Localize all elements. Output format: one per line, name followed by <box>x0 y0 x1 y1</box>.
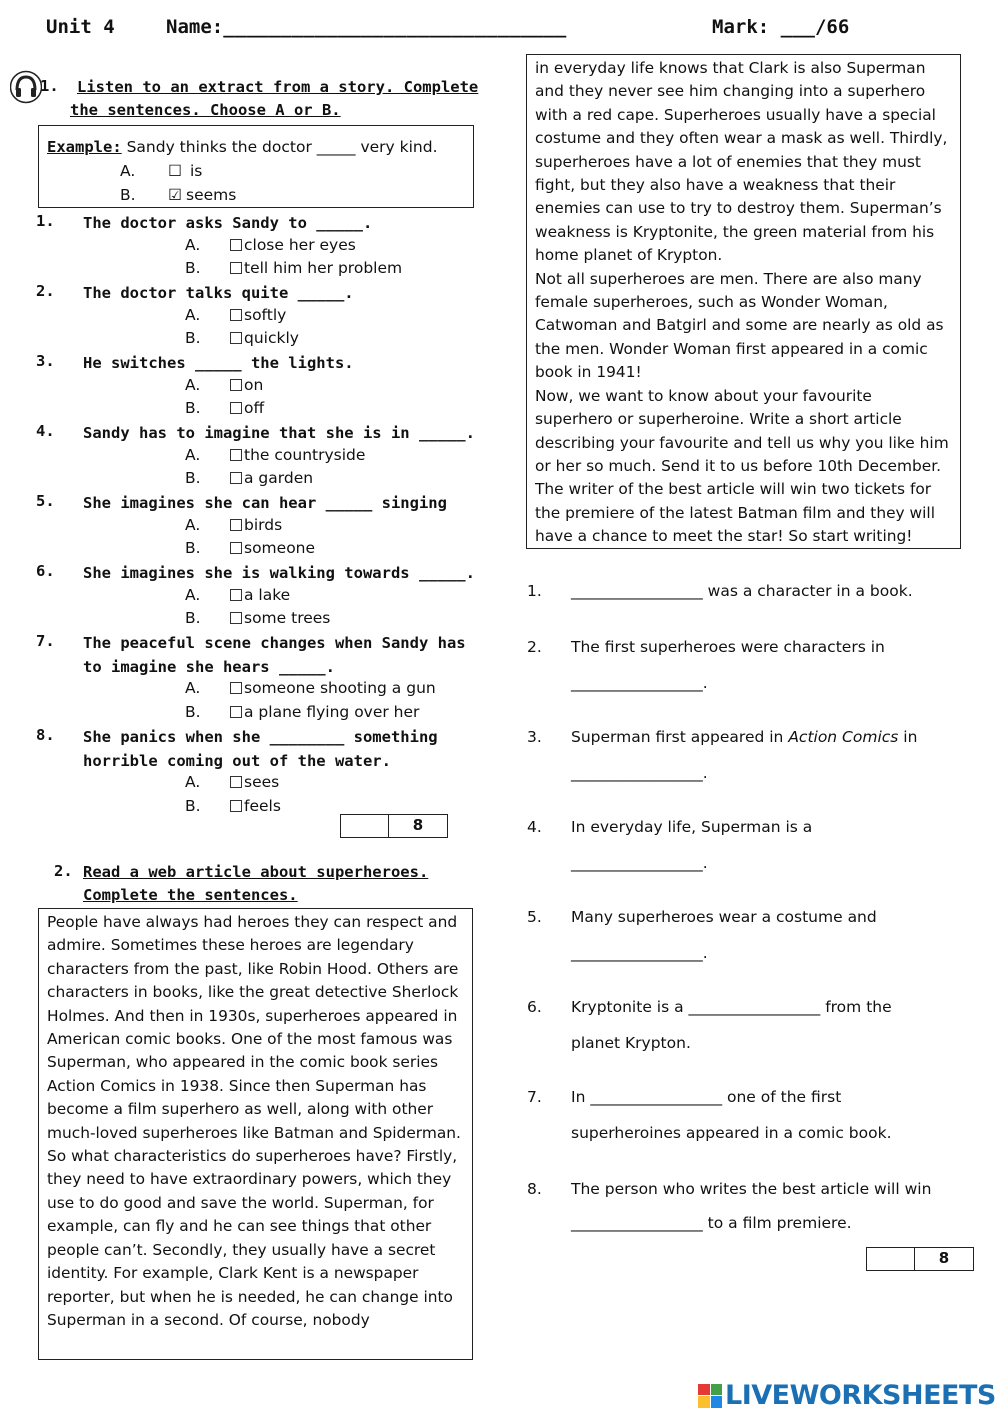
option-letter: B. <box>185 469 201 487</box>
option-letter: B. <box>185 609 201 627</box>
example-text: Sandy thinks the doctor _____ very kind. <box>121 138 438 156</box>
example-checkbox-a-icon: ☐ <box>168 162 182 180</box>
section2-instruction-2: Complete the sentences. <box>83 886 298 904</box>
option-letter: A. <box>185 515 201 534</box>
option-text: sees <box>244 773 280 791</box>
option-letter: A. <box>185 773 201 791</box>
option-letter: A. <box>185 445 201 464</box>
article-paragraph: Not all superheroes are men. There are also many female superheroes, such as Wonder Woman, Catwoman and Batgirl and some are nearly as old as the men. Wonder Woman first appeared in a comic book in 1941! <box>535 269 944 382</box>
reading-q5-answer[interactable]: _________________. <box>571 944 708 962</box>
reading-q1-number: 1. <box>527 582 542 600</box>
question-number: 1. <box>36 212 55 230</box>
option-text: the countryside <box>244 445 366 464</box>
checkbox-icon[interactable] <box>230 589 242 601</box>
option-text: a plane flying over her <box>244 702 420 721</box>
answer-option-a[interactable] <box>230 446 365 464</box>
reading-q3-answer[interactable]: _________________. <box>571 764 708 782</box>
option-text: birds <box>244 515 283 534</box>
option-letter: A. <box>185 585 201 604</box>
option-text: tell him her problem <box>244 259 403 277</box>
score-box-2 <box>866 1247 974 1271</box>
example-box <box>38 125 474 208</box>
option-text: a lake <box>244 585 291 604</box>
section2-number: 2. <box>54 862 73 880</box>
question-number: 5. <box>36 492 55 510</box>
checkbox-icon[interactable] <box>230 309 242 321</box>
question-text: Sandy has to imagine that she is in _____. <box>83 424 475 442</box>
checkbox-icon[interactable] <box>230 239 242 251</box>
reading-q1-text[interactable]: _________________ was a character in a book. <box>571 582 913 600</box>
answer-option-a[interactable] <box>230 376 263 394</box>
article-part-1 <box>38 908 473 1360</box>
checkbox-icon[interactable] <box>230 519 242 531</box>
reading-q6-text[interactable]: Kryptonite is a _________________ from the <box>571 998 892 1016</box>
answer-option-a[interactable] <box>230 679 436 697</box>
question-text: The doctor asks Sandy to _____. <box>83 214 373 232</box>
question-number: 8. <box>36 726 55 744</box>
reading-q2-text: The first superheroes were characters in <box>571 638 885 656</box>
question-text: He switches _____ the lights. <box>83 354 354 372</box>
example-option-a: A. ☐ is <box>120 162 203 180</box>
reading-q2-number: 2. <box>527 638 542 656</box>
option-letter: B. <box>185 539 201 557</box>
section1-instruction-2: the sentences. Choose A or B. <box>70 101 341 119</box>
answer-option-b[interactable] <box>230 797 281 815</box>
example-checkbox-b-icon: ☑ <box>168 186 182 204</box>
score-value-2: 8 <box>938 1249 950 1267</box>
checkbox-icon[interactable] <box>230 262 242 274</box>
unit-label: Unit 4 <box>46 16 115 38</box>
reading-q6-cont: planet Krypton. <box>571 1034 691 1052</box>
checkbox-icon[interactable] <box>230 542 242 554</box>
checkbox-icon[interactable] <box>230 449 242 461</box>
score-input-2[interactable] <box>867 1248 915 1270</box>
reading-q4-text: In everyday life, Superman is a <box>571 818 813 836</box>
checkbox-icon[interactable] <box>230 402 242 414</box>
reading-q8-answer[interactable]: _________________ to a film premiere. <box>571 1214 852 1232</box>
option-text: softly <box>244 305 287 324</box>
checkbox-icon[interactable] <box>230 682 242 694</box>
option-letter: A. <box>185 679 201 697</box>
article-paragraph: in everyday life knows that Clark is also Superman and they never see him changing into a superhero with a red cape. Superheroes usually have a special costume and they often wear a mask as well. Thirdly, superheroes have a lot of enemies that they must fight, but they also have a weakness that their enemies can use to try to destroy them. Superman’s weakness is Kryptonite, the green material from his home planet of Krypton. <box>535 59 948 265</box>
reading-q7-cont: superheroines appeared in a comic book. <box>571 1124 892 1142</box>
option-text: feels <box>244 796 281 815</box>
checkbox-icon[interactable] <box>230 332 242 344</box>
option-text: someone <box>244 539 316 557</box>
answer-option-b[interactable] <box>230 329 299 347</box>
reading-q4-answer[interactable]: _________________. <box>571 854 708 872</box>
question-text: The doctor talks quite _____. <box>83 284 354 302</box>
reading-q4-number: 4. <box>527 818 542 836</box>
reading-q5-text: Many superheroes wear a costume and <box>571 908 877 926</box>
question-number: 2. <box>36 282 55 300</box>
score-input-1[interactable] <box>341 815 389 837</box>
option-text: someone shooting a gun <box>244 679 436 697</box>
answer-option-b[interactable] <box>230 703 419 721</box>
option-text: on <box>244 375 264 394</box>
question-text: She panics when she ________ something horrible coming out of the water. <box>83 728 438 770</box>
option-text: a garden <box>244 469 314 487</box>
article-part-2 <box>526 54 961 549</box>
option-text: off <box>244 399 265 417</box>
section2-instruction-1: Read a web article about superheroes. <box>83 863 429 881</box>
checkbox-icon[interactable] <box>230 379 242 391</box>
question-text: She imagines she can hear _____ singing <box>83 494 447 512</box>
option-text: some trees <box>244 609 331 627</box>
answer-option-a[interactable] <box>230 586 290 604</box>
logo-mark-icon <box>698 1384 722 1408</box>
option-letter: B. <box>185 329 201 347</box>
answer-option-a[interactable] <box>230 236 356 254</box>
answer-option-a[interactable] <box>230 516 282 534</box>
reading-q8-text: The person who writes the best article will win <box>571 1180 932 1198</box>
question-number: 6. <box>36 562 55 580</box>
answer-option-a[interactable] <box>230 773 279 791</box>
answer-option-b[interactable] <box>230 609 330 627</box>
answer-option-b[interactable] <box>230 469 313 487</box>
mark-field: Mark: ___/66 <box>712 16 850 38</box>
example-option-b: B. ☑ seems <box>120 186 237 204</box>
question-number: 4. <box>36 422 55 440</box>
example-label: Example: <box>47 138 122 156</box>
question-number: 7. <box>36 632 55 650</box>
option-letter: A. <box>185 305 201 324</box>
liveworksheets-logo[interactable] <box>698 1380 996 1411</box>
reading-q7-number: 7. <box>527 1088 542 1106</box>
reading-q3-text: Superman first appeared in Action Comics in <box>571 728 918 746</box>
option-letter: B. <box>185 796 201 815</box>
logo-text: LIVEWORKSHEETS <box>725 1380 996 1411</box>
reading-q5-number: 5. <box>527 908 542 926</box>
question-text: The peaceful scene changes when Sandy has to imagine she hears _____. <box>83 634 466 676</box>
reading-q7-text[interactable]: In _________________ one of the first <box>571 1088 842 1106</box>
reading-q2-answer[interactable]: _________________. <box>571 674 708 692</box>
question-text: She imagines she is walking towards _____. <box>83 564 475 582</box>
reading-q6-number: 6. <box>527 998 542 1016</box>
option-letter: A. <box>185 235 201 254</box>
reading-q8-number: 8. <box>527 1180 542 1198</box>
answer-option-b[interactable] <box>230 539 315 557</box>
option-text: quickly <box>244 329 299 347</box>
checkbox-icon[interactable] <box>230 612 242 624</box>
checkbox-icon[interactable] <box>230 706 242 718</box>
reading-q3-number: 3. <box>527 728 542 746</box>
option-letter: B. <box>185 702 201 721</box>
option-letter: B. <box>185 259 201 277</box>
headphones-icon[interactable] <box>10 70 42 104</box>
option-letter: B. <box>185 399 201 417</box>
answer-option-b[interactable] <box>230 399 264 417</box>
section1-instruction-1: Listen to an extract from a story. Complete <box>77 78 479 96</box>
score-value-1: 8 <box>412 816 424 834</box>
article-paragraph: People have always had heroes they can respect and admire. Sometimes these heroes are legendary characters from the past, like Robin Hood. Others are characters in books, like the great detective Sherlock Holmes. And then in 1930s, superheroes appeared in American comic books. One of the most famous was Superman, who appeared in the comic book series Action Comics in 1938. Since then Superman has become a film superhero as well, along with other much-loved superheroes like Batman and Spiderman. <box>47 913 461 1142</box>
option-text: close her eyes <box>244 235 356 254</box>
answer-option-a[interactable] <box>230 306 286 324</box>
article-paragraph: Now, we want to know about your favourite superhero or superheroine. Write a short article describing your favourite and tell us why you like him or her so much. Send it to us before 10th December. The writer of the best article will win two tickets for the premiere of the latest Batman film and they will have a chance to meet the star! So start writing! <box>535 386 949 546</box>
checkbox-icon[interactable] <box>230 472 242 484</box>
answer-option-b[interactable] <box>230 259 402 277</box>
section1-number: 1. <box>40 77 59 95</box>
option-letter: A. <box>185 375 201 394</box>
article-paragraph: So what characteristics do superheroes have? Firstly, they need to have extraordinary powers, which they use to do good and save the world. Superman, for example, can fly and he can see things that other people can’t. Secondly, they usually have a secret identity. For example, Clark Kent is a newspaper reporter, but when he is needed, he can change into Superman in a second. Of course, nobody <box>47 1147 458 1329</box>
checkbox-icon[interactable] <box>230 776 242 788</box>
question-number: 3. <box>36 352 55 370</box>
score-box-1 <box>340 814 448 838</box>
checkbox-icon[interactable] <box>230 800 242 812</box>
name-field[interactable]: Name:______________________________ <box>166 16 567 38</box>
